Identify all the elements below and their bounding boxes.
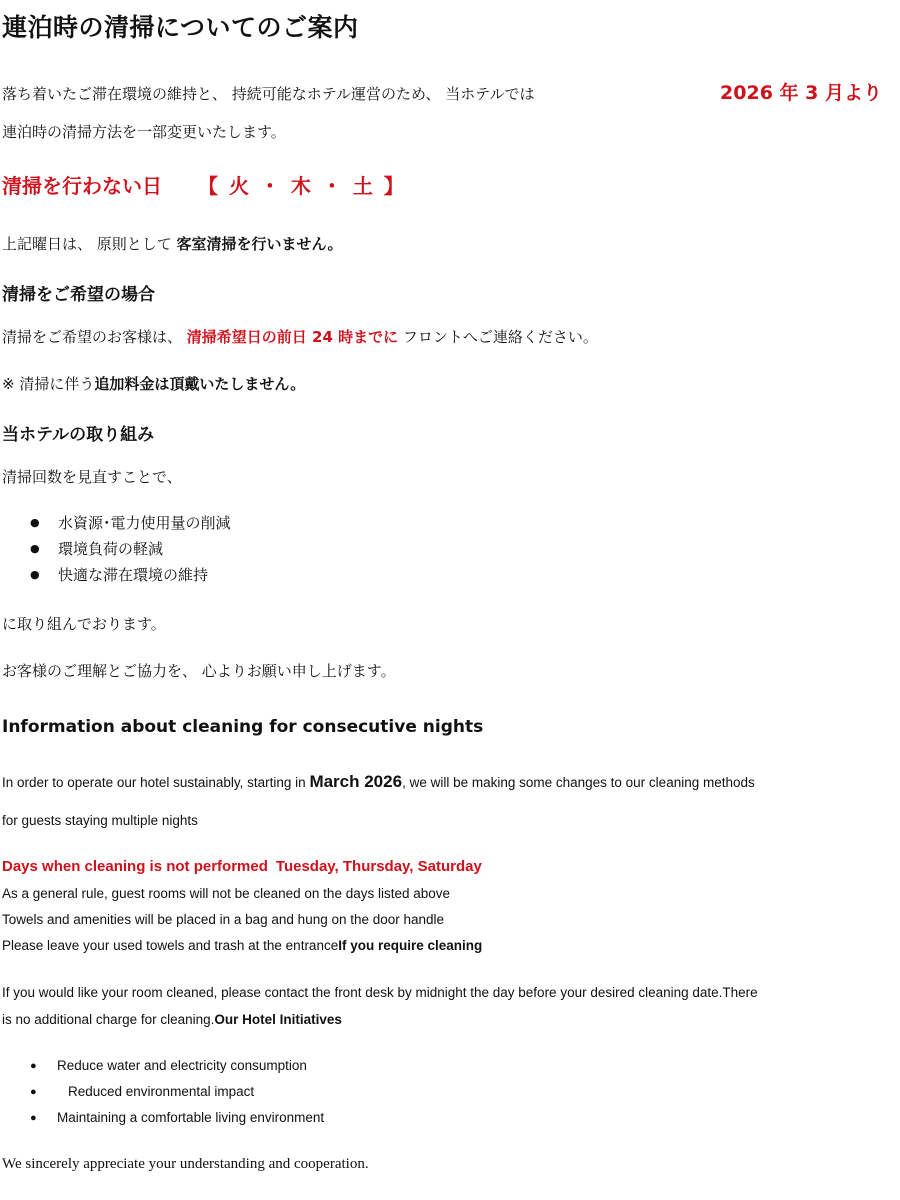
request-line-2-en <box>2 1012 342 1027</box>
closing-en: We sincerely appreciate your understanding and cooperation. <box>2 1156 369 1172</box>
note-line-jp <box>2 373 305 394</box>
no-clean-label-en: Days when cleaning is not performed <box>2 858 268 875</box>
rule-line-2-en: Towels and amenities will be placed in a bag and hung on the door handle <box>2 912 445 927</box>
request-prefix-jp: 清掃をご希望のお客様は、 <box>2 328 187 346</box>
initiatives-outro-jp: に取り組んでおります。 <box>2 615 166 633</box>
no-clean-days-jp: 【 火 ・ 木 ・ 土 】 <box>198 174 406 198</box>
request-heading-jp: 清掃をご希望の場合 <box>2 285 155 305</box>
no-clean-label-jp: 清掃を行わない日 <box>2 174 162 198</box>
initiatives-intro-jp: 清掃回数を見直すことで、 <box>2 468 182 486</box>
rule-bold-jp: 客室清掃を行いません。 <box>176 235 343 253</box>
closing-jp: お客様のご理解とご協力を、 心よりお願い申し上げます。 <box>2 662 396 680</box>
rule-line-1-en: As a general rule, guest rooms will not be cleaned on the days listed above <box>2 886 451 901</box>
page-title-jp: 連泊時の清掃についてのご案内 <box>2 13 359 42</box>
start-date-en: March 2026 <box>309 772 403 791</box>
intro-line-2-en: for guests staying multiple nights <box>2 813 198 828</box>
intro-line-2-jp: 連泊時の清掃方法を一部変更いたします。 <box>2 123 286 141</box>
no-clean-days-heading-jp <box>2 170 406 199</box>
bullet-icon: ● <box>30 568 40 581</box>
request-heading-en: If you require cleaning <box>338 938 483 953</box>
note-prefix-jp: ※ 清掃に伴う <box>2 375 95 393</box>
intro-line-1-en <box>2 772 755 792</box>
initiatives-heading-en: Our Hotel Initiatives <box>214 1012 342 1027</box>
bullet-icon: ● <box>30 1060 37 1072</box>
rule-line-jp <box>2 233 342 254</box>
request-line-jp <box>2 326 598 347</box>
rule-line-3-en <box>2 938 482 953</box>
bullet-icon: ● <box>30 516 40 529</box>
request-line-2-text-en: is no additional charge for cleaning. <box>2 1012 215 1027</box>
rule-prefix-jp: 上記曜日は、 原則として <box>2 235 177 253</box>
request-deadline-jp: 清掃希望日の前日 24 時までに <box>186 328 399 346</box>
rule-line-3-text-en: Please leave your used towels and trash at the entrance <box>2 938 339 953</box>
bullet-icon: ● <box>30 542 40 555</box>
intro-suffix-en: , we will be making some changes to our cleaning methods <box>402 775 755 790</box>
request-suffix-jp: フロントへご連絡ください。 <box>398 328 598 346</box>
no-clean-days-en: Tuesday, Thursday, Saturday <box>275 858 482 875</box>
intro-line-1-jp: 落ち着いたご滞在環境の維持と、 持続可能なホテル運営のため、 当ホテルでは <box>2 85 535 103</box>
page-title-en: Information about cleaning for consecutive nights <box>2 717 484 737</box>
intro-prefix-en: In order to operate our hotel sustainably, starting in <box>2 775 310 790</box>
start-date-jp: 2026 年 3 月より <box>720 82 882 104</box>
bullet-icon: ● <box>30 1112 37 1124</box>
no-clean-days-heading-en <box>2 858 482 875</box>
bullet-icon: ● <box>30 1086 37 1098</box>
note-bold-jp: 追加料金は頂戴いたしません。 <box>94 375 306 393</box>
request-line-1-en: If you would like your room cleaned, please contact the front desk by midnight the day before your desired cleaning date.There <box>2 985 758 1000</box>
initiatives-heading-jp: 当ホテルの取り組み <box>2 425 155 445</box>
